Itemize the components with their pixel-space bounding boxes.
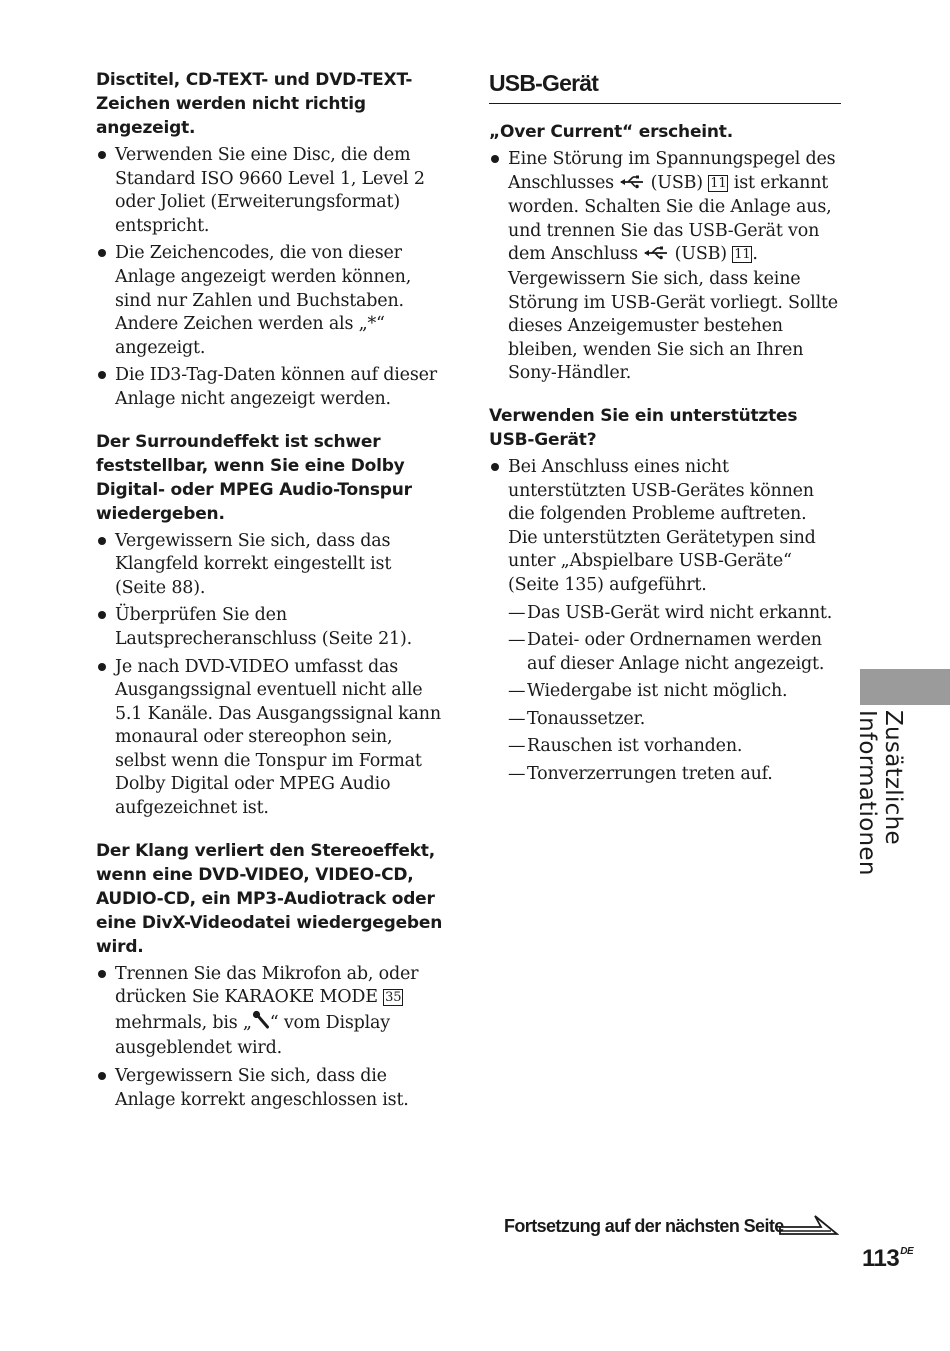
button-number-box: 35 (385, 990, 402, 1006)
text-run: mehrmals, bis „ (115, 1012, 252, 1033)
dash-item: — Rauschen ist vorhanden. (508, 735, 841, 759)
button-number-box: 11 (734, 247, 751, 263)
text-run: (USB) (645, 172, 709, 193)
button-number-box: 11 (710, 175, 727, 191)
text-run: “ vom Display ausgeblendet wird. (115, 1012, 390, 1059)
list-item: Je nach DVD-VIDEO umfasst das Ausgangssignal eventuell nicht alle 5.1 Kanäle. Das Ausgangssignal kann monaural oder stereophon sein, selbst wenn die Tonspur im Format Dolby Digital oder MPEG Audio aufgezeichnet ist. (96, 656, 446, 821)
page-number (862, 1245, 913, 1273)
list-item: Vergewissern Sie sich, dass die Anlage korrekt angeschlossen ist. (96, 1065, 446, 1112)
left-column (96, 68, 446, 1116)
chapter-tab-marker (860, 669, 950, 705)
list-item: Überprüfen Sie den Lautsprecheranschluss (Seite 21). (96, 604, 446, 651)
text-run: . Vergewissern Sie sich, dass keine Störung im USB-Gerät vorliegt. Sollte dieses Anzeigemuster bestehen bleiben, wenden Sie sich an Ihren Sony-Händler. (508, 244, 838, 384)
text-run: Trennen Sie das Mikrofon ab, oder drücken Sie KARAOKE MODE (115, 963, 419, 1008)
question-heading: Der Klang verliert den Stereoeffekt, wenn eine DVD-VIDEO, VIDEO-CD, AUDIO-CD, ein MP3-Audiotrack oder eine DivX-Videodatei wiedergegeben wird. (96, 840, 443, 957)
usb-icon (619, 173, 645, 197)
dash-item: — Tonverzerrungen treten auf. (508, 763, 841, 787)
bullet-list (489, 456, 841, 598)
right-column (489, 68, 841, 791)
question-heading: „Over Current“ erscheint. (489, 122, 733, 142)
microphone-icon (252, 1010, 270, 1038)
text-run: Eine Störung im Spannungspegel des Anschlusses (508, 149, 836, 193)
question-heading: Der Surroundeffekt ist schwer feststellbar, wenn Sie eine Dolby Digital- oder MPEG Audio-Tonspur wiedergeben. (96, 431, 412, 524)
list-item (489, 456, 841, 598)
page-locale: DE (900, 1246, 914, 1257)
dash-item: — Datei- oder Ordnernamen werden auf dieser Anlage nicht angezeigt. (508, 629, 841, 676)
continue-arrow-icon (779, 1214, 839, 1238)
dash-list (508, 602, 841, 787)
question-heading: Disctitel, CD-TEXT- und DVD-TEXT-Zeichen werden nicht richtig angezeigt. (96, 70, 413, 138)
dash-item: — Wiedergabe ist nicht möglich. (508, 680, 841, 704)
list-item (489, 148, 841, 386)
section-over-current (489, 120, 841, 386)
bullet-list (96, 530, 446, 821)
bullet-list (489, 148, 841, 386)
section-disc-title (96, 68, 446, 412)
list-item: Verwenden Sie eine Disc, die dem Standard ISO 9660 Level 1, Level 2 oder Joliet (Erweiterungsformat) entspricht. (96, 144, 446, 238)
text-run: (USB) (669, 244, 733, 265)
list-item: Vergewissern Sie sich, dass das Klangfeld korrekt eingestellt ist (Seite 88). (96, 530, 446, 601)
page-number-value: 113 (862, 1245, 900, 1272)
section-supported-usb (489, 404, 841, 787)
continue-text: Fortsetzung auf der nächsten Seite (504, 1216, 784, 1236)
chapter-side-label: Zusätzliche Informationen (854, 710, 906, 876)
list-item: Die ID3-Tag-Daten können auf dieser Anlage nicht angezeigt werden. (96, 364, 446, 411)
list-item (96, 963, 446, 1061)
section-surround (96, 430, 446, 821)
section-stereo (96, 839, 446, 1113)
list-item: Die Zeichencodes, die von dieser Anlage angezeigt werden können, sind nur Zahlen und Buchstaben. Andere Zeichen werden als „*“ angezeigt. (96, 242, 446, 360)
dash-item: — Das USB-Gerät wird nicht erkannt. (508, 602, 841, 626)
continue-note (504, 1213, 844, 1243)
text-run: ist erkannt worden. Schalten Sie die Anlage aus, und trennen Sie das USB-Gerät von dem Anschluss (508, 172, 832, 265)
bullet-list (96, 963, 446, 1113)
section-heading: USB-Gerät (489, 70, 841, 104)
bullet-list (96, 144, 446, 412)
dash-item: — Tonaussetzer. (508, 708, 841, 732)
question-heading: Verwenden Sie ein unterstütztes USB-Gerät? (489, 405, 798, 450)
usb-icon (643, 244, 669, 268)
text-run: Bei Anschluss eines nicht unterstützten USB-Gerätes können die folgenden Probleme auftreten. Die unterstützten Gerätetypen sind unter „Abspielbare USB-Geräte“ (Seite 135) aufgeführt. (508, 456, 816, 595)
